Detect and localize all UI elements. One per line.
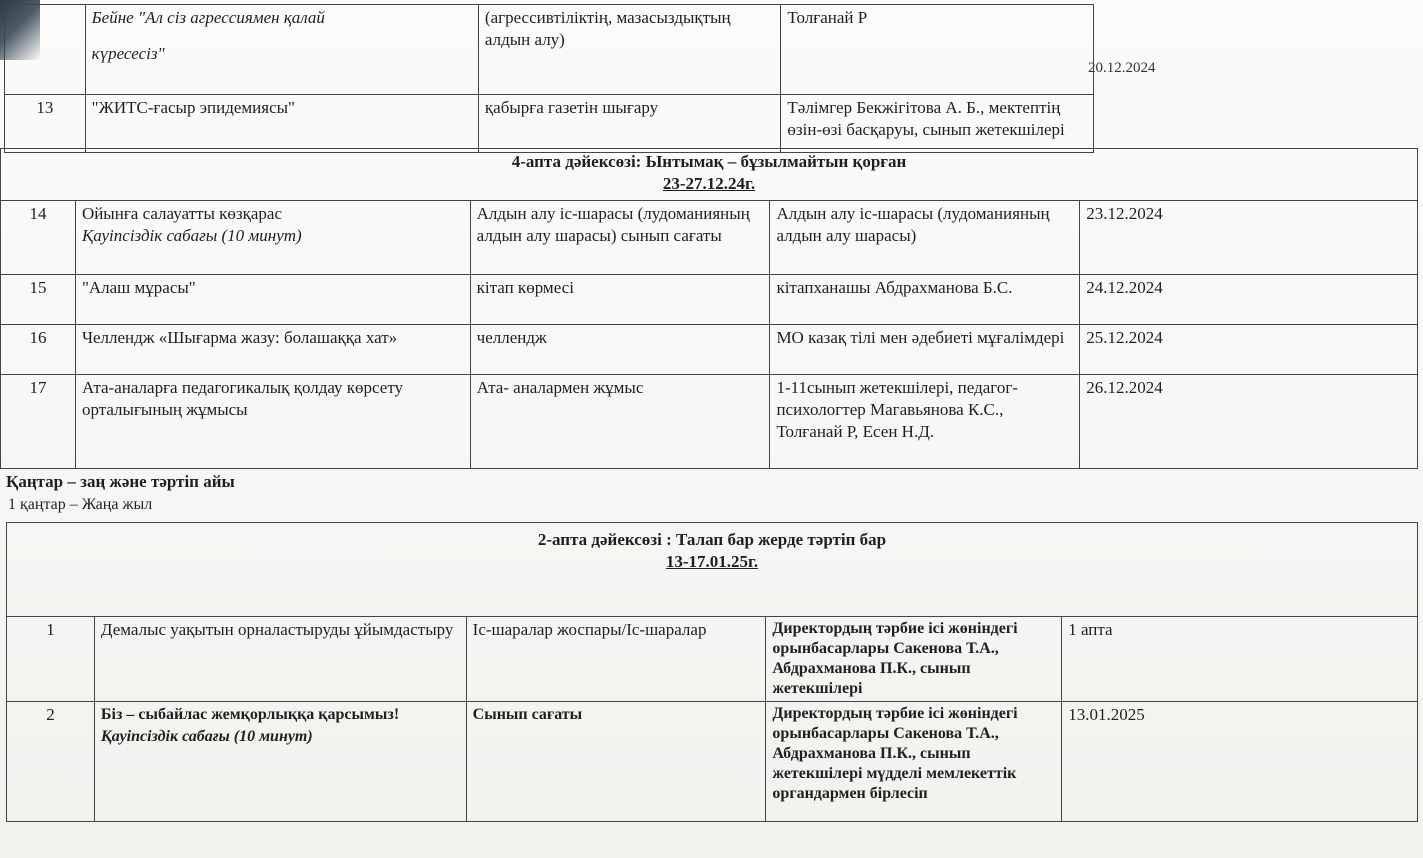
activity-title: Челлендж «Шығарма жазу: болашаққа хат»: [81, 328, 398, 347]
week-header-row: [1, 149, 1418, 201]
activity-title: "Алаш мұрасы": [81, 278, 196, 297]
responsible-cell: МО казақ тілі мен әдебиеті мұғалімдері: [770, 325, 1080, 375]
form-cell: челлендж: [470, 325, 770, 375]
activity-cell: [94, 702, 466, 822]
date-cell: 26.12.2024: [1080, 375, 1418, 469]
week-title: 2-апта дәйексөзі : Талап бар жерде тәртіп бар: [537, 530, 887, 549]
activity-title: Бейне "Ал сіз агрессиямен қалай: [91, 8, 325, 27]
date-cell: 13.01.2025: [1062, 702, 1418, 822]
responsible-cell: Алдын алу іс-шарасы (лудоманияның алдын алу шарасы): [770, 201, 1080, 275]
row-number: 15: [1, 275, 76, 325]
responsible-cell: Директордың тәрбие ісі жөніндегі орынбасарлары Сакенова Т.А., Абдрахманова П.К., сынып жетекшілері мүдделі мемлекеттік органдармен бірлесіп: [766, 702, 1062, 822]
activity-cell: [85, 95, 478, 153]
form-cell: Алдын алу іс-шарасы (лудоманияның алдын алу шарасы) сынып сағаты: [470, 201, 770, 275]
date-cell: 20.12.2024: [1088, 60, 1156, 76]
form-cell: Сынып сағаты: [466, 702, 766, 822]
month-subtitle: 1 қаңтар – Жаңа жыл: [8, 496, 153, 513]
date-cell: 23.12.2024: [1080, 201, 1418, 275]
activity-title: Біз – сыбайлас жемқорлыққа қарсымыз!: [100, 706, 400, 723]
december-table: [4, 4, 1094, 153]
row-number: 13: [5, 95, 86, 153]
table-row: [5, 95, 1094, 153]
form-cell: кітап көрмесі: [470, 275, 770, 325]
activity-cell: [85, 5, 478, 95]
responsible-cell: кітапханашы Абдрахманова Б.С.: [770, 275, 1080, 325]
activity-title: "ЖИТС-ғасыр эпидемиясы": [91, 98, 295, 117]
month-title: Қаңтар – заң және тәртіп айы: [6, 472, 235, 491]
row-number: 14: [1, 201, 76, 275]
form-cell: Іс-шаралар жоспары/Іс-шаралар: [466, 617, 766, 702]
table-row: [1, 201, 1418, 275]
responsible-cell: Толғанай Р: [781, 5, 1094, 95]
january-table: [6, 522, 1418, 822]
december-week-table: [0, 148, 1418, 469]
activity-cell: [75, 325, 470, 375]
activity-cell: [75, 201, 470, 275]
row-number: 17: [1, 375, 76, 469]
form-cell: қабырға газетін шығару: [478, 95, 781, 153]
activity-title: Ата-аналарға педагогикалық қолдау көрсету орталығының жұмысы: [81, 378, 404, 419]
date-cell: 1 апта: [1062, 617, 1418, 702]
form-cell: (агрессивтіліктің, мазасыздықтың алдын алу): [478, 5, 781, 95]
table-row: [7, 617, 1418, 702]
week-dates: 23-27.12.24г.: [662, 174, 756, 193]
date-cell: 24.12.2024: [1080, 275, 1418, 325]
activity-subtitle: Қауіпсіздік сабағы (10 минут): [100, 728, 313, 745]
responsible-cell: Тәлімгер Бекжігітова А. Б., мектептің өзін-өзі басқаруы, сынып жетекшілері: [781, 95, 1094, 153]
activity-title: Ойынға салауатты көзқарас: [81, 204, 282, 223]
week-dates: 13-17.01.25г.: [665, 552, 759, 571]
table-row: [1, 325, 1418, 375]
week-title: 4-апта дәйексөзі: Ынтымақ – бұзылмайтын қорған: [511, 152, 907, 171]
table-row: [1, 375, 1418, 469]
responsible-cell: Директордың тәрбие ісі жөніндегі орынбасарлары Сакенова Т.А., Абдрахманова П.К., сынып жетекшілері: [766, 617, 1062, 702]
date-cell: 25.12.2024: [1080, 325, 1418, 375]
week-header-row: [7, 523, 1418, 617]
row-number: 2: [7, 702, 95, 822]
week-header: [7, 523, 1418, 617]
activity-cell: [94, 617, 466, 702]
row-number: 1: [7, 617, 95, 702]
activity-cell: [75, 275, 470, 325]
row-number: 16: [1, 325, 76, 375]
form-cell: Ата- аналармен жұмыс: [470, 375, 770, 469]
activity-title: Демалыс уақытын орналастыруды ұйымдастыру: [100, 620, 454, 639]
week-header: [1, 149, 1418, 201]
activity-cell: [75, 375, 470, 469]
activity-title-cont: күресесіз": [91, 44, 165, 63]
table-row: [5, 5, 1094, 95]
table-row: [1, 275, 1418, 325]
table-row: [7, 702, 1418, 822]
responsible-cell: 1-11сынып жетекшілері, педагог- психологтер Магавьянова К.С., Толғанай Р, Есен Н.Д.: [770, 375, 1080, 469]
activity-subtitle: Қауіпсіздік сабағы (10 минут): [81, 226, 302, 245]
